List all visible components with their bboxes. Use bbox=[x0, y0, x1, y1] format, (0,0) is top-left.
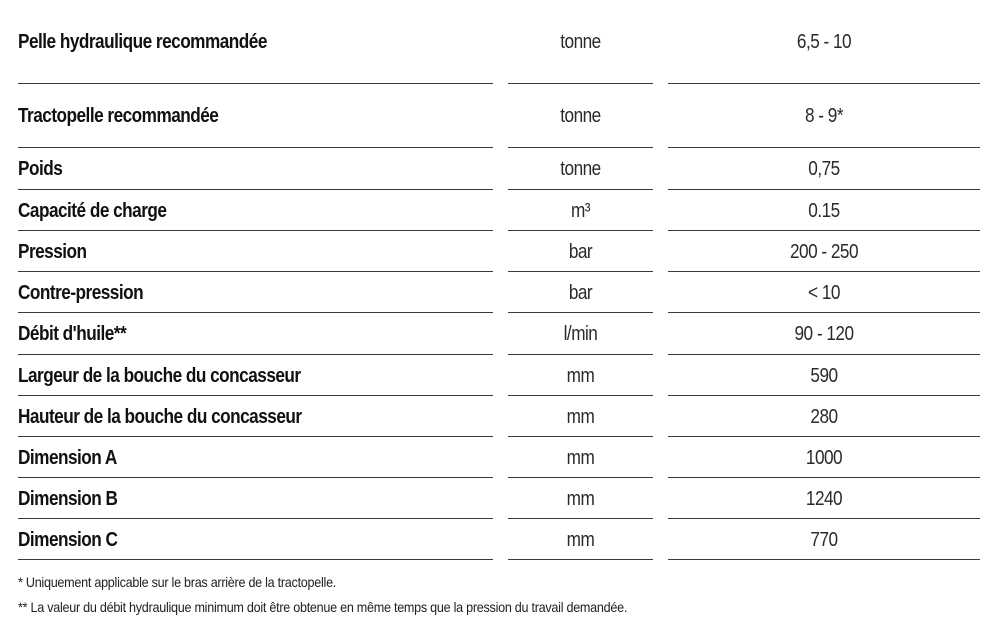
spec-value: 280 bbox=[810, 405, 838, 428]
spec-unit: tonne bbox=[560, 158, 601, 180]
spec-value: 6,5 - 10 bbox=[796, 31, 852, 53]
spec-unit: mm bbox=[566, 405, 595, 428]
spec-value: 1240 bbox=[805, 487, 843, 510]
spec-value: 90 - 120 bbox=[794, 323, 854, 345]
spec-value: 1000 bbox=[805, 446, 843, 469]
row-divider bbox=[508, 559, 653, 560]
spec-label: Contre-pression bbox=[18, 281, 144, 304]
spec-label: Dimension B bbox=[18, 487, 118, 510]
spec-label: Pelle hydraulique recommandée bbox=[18, 31, 267, 53]
spec-unit: bar bbox=[568, 240, 593, 263]
table-row bbox=[18, 313, 980, 355]
table-row bbox=[18, 437, 980, 478]
spec-label: Tractopelle recommandée bbox=[18, 105, 219, 127]
spec-unit: l/min bbox=[563, 323, 598, 345]
spec-label: Dimension A bbox=[18, 446, 117, 469]
spec-unit: tonne bbox=[560, 105, 601, 127]
spec-unit: mm bbox=[566, 446, 595, 469]
table-row bbox=[18, 0, 980, 84]
table-row bbox=[18, 396, 980, 437]
footnote-1: * Uniquement applicable sur le bras arrière de la tractopelle. bbox=[18, 574, 337, 590]
table-row bbox=[18, 231, 980, 272]
table-row bbox=[18, 84, 980, 148]
spec-label: Débit d'huile** bbox=[18, 323, 127, 345]
spec-value: 200 - 250 bbox=[789, 240, 859, 263]
spec-label: Hauteur de la bouche du concasseur bbox=[18, 405, 302, 428]
spec-unit: mm bbox=[566, 487, 595, 510]
spec-label: Capacité de charge bbox=[18, 199, 167, 222]
spec-unit: m³ bbox=[570, 199, 591, 222]
spec-label: Dimension C bbox=[18, 528, 118, 551]
spec-value: < 10 bbox=[808, 281, 840, 304]
spec-label: Pression bbox=[18, 240, 87, 263]
spec-unit: bar bbox=[568, 281, 593, 304]
spec-unit: mm bbox=[566, 364, 595, 387]
table-row bbox=[18, 519, 980, 560]
spec-value: 0,75 bbox=[808, 158, 840, 180]
spec-value: 0.15 bbox=[808, 199, 840, 222]
footnote-2: ** La valeur du débit hydraulique minimum doit être obtenue en même temps que la pression du travail demandée. bbox=[18, 599, 628, 615]
table-row bbox=[18, 355, 980, 396]
spec-unit: mm bbox=[566, 528, 595, 551]
table-row bbox=[18, 272, 980, 313]
spec-value: 770 bbox=[810, 528, 838, 551]
row-divider bbox=[18, 559, 493, 560]
row-divider bbox=[668, 559, 980, 560]
spec-label: Poids bbox=[18, 158, 63, 180]
spec-unit: tonne bbox=[560, 31, 601, 53]
table-row bbox=[18, 478, 980, 519]
footnotes bbox=[18, 570, 968, 620]
spec-label: Largeur de la bouche du concasseur bbox=[18, 364, 301, 387]
table-row bbox=[18, 190, 980, 231]
spec-table bbox=[18, 0, 980, 560]
table-row bbox=[18, 148, 980, 190]
spec-value: 590 bbox=[810, 364, 838, 387]
spec-value: 8 - 9* bbox=[804, 105, 844, 127]
